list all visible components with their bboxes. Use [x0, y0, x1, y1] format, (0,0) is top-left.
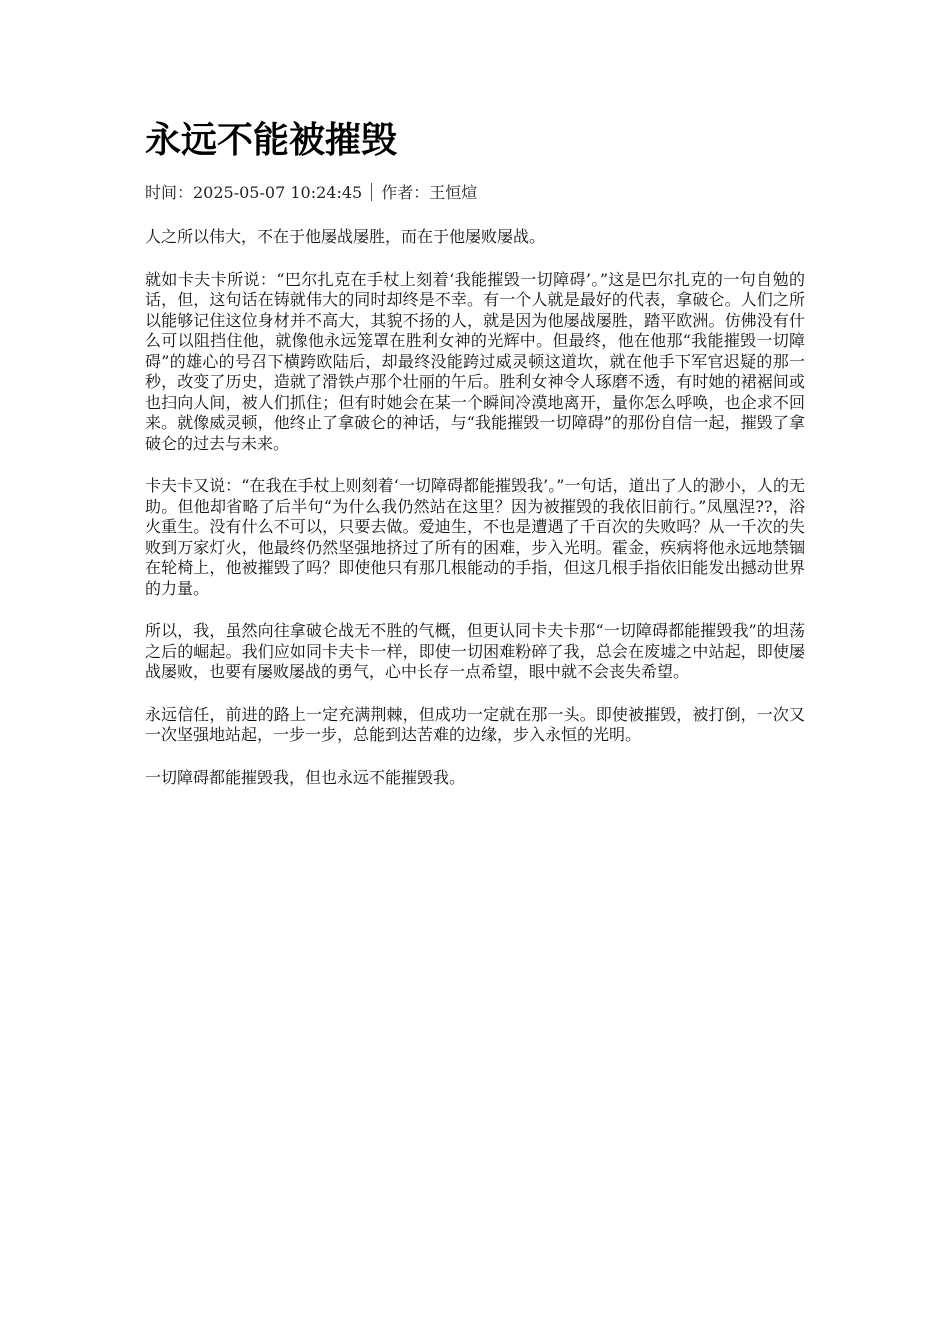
paragraph-2: 就如卡夫卡所说：“巴尔扎克在手杖上刻着‘我能摧毁一切障碍’。”这是巴尔扎克的一句自勉的话，但，这句话在铸就伟大的同时却终是不幸。有一个人就是最好的代表，拿破仑。人们之所以能够记住这位身材并不高大，其貌不扬的人，就是因为他屡战屡胜，踏平欧洲。仿佛没有什么可以阻挡住他，就像他永远笼罩在胜利女神的光辉中。但最终，他在他那“我能摧毁一切障碍”的雄心的号召下横跨欧陆后，却最终没能跨过威灵顿这道坎，就在他手下军官迟疑的那一秒，改变了历史，造就了滑铁卢那个壮丽的午后。胜利女神令人琢磨不透，有时她的裙裾间或也扫向人间，被人们抓住；但有时她会在某一个瞬间冷漠地离开，量你怎么呼唤，也企求不回来。就像威灵顿，他终止了拿破仑的神话，与“我能摧毁一切障碍”的那份自信一起，摧毁了拿破仑的过去与未来。 — [145, 269, 805, 453]
paragraph-6: 一切障碍都能摧毁我，但也永远不能摧毁我。 — [145, 767, 466, 787]
article-meta — [145, 181, 477, 205]
paragraph-5: 永远信任，前进的路上一定充满荆棘，但成功一定就在那一头。即使被摧毁，被打倒，一次又一次坚强地站起，一步一步，总能到达苦难的边缘，步入永恒的光明。 — [145, 704, 805, 744]
paragraph-3: 卡夫卡又说：“在我在手杖上则刻着‘一切障碍都能摧毁我’。”一句话，道出了人的渺小，人的无助。但他却省略了后半句“为什么我仍然站在这里？因为被摧毁的我依旧前行。”凤凰涅??，浴火重生。没有什么不可以，只要去做。爱迪生，不也是遭遇了千百次的失败吗？从一千次的失败到万家灯火，他最终仍然坚强地挤过了所有的困难，步入光明。霍金，疾病将他永远地禁锢在轮椅上，他被摧毁了吗？即使他只有那几根能动的手指，但这几根手指依旧能发出撼动世界的力量。 — [145, 476, 805, 598]
author: 作者：王恒煊 — [381, 183, 478, 202]
article-body — [145, 227, 805, 810]
article-title: 永远不能被摧毁 — [145, 120, 398, 161]
publish-time: 时间：2025-05-07 10:24:45 — [145, 183, 363, 202]
meta-divider — [371, 183, 372, 201]
paragraph-4: 所以，我，虽然向往拿破仑战无不胜的气概，但更认同卡夫卡那“一切障碍都能摧毁我”的坦荡之后的崛起。我们应如同卡夫卡一样，即使一切困难粉碎了我，总会在废墟之中站起，即使屡战屡败，也要有屡败屡战的勇气，心中长存一点希望，眼中就不会丧失希望。 — [145, 621, 805, 681]
paragraph-1: 人之所以伟大，不在于他屡战屡胜，而在于他屡败屡战。 — [145, 227, 546, 246]
